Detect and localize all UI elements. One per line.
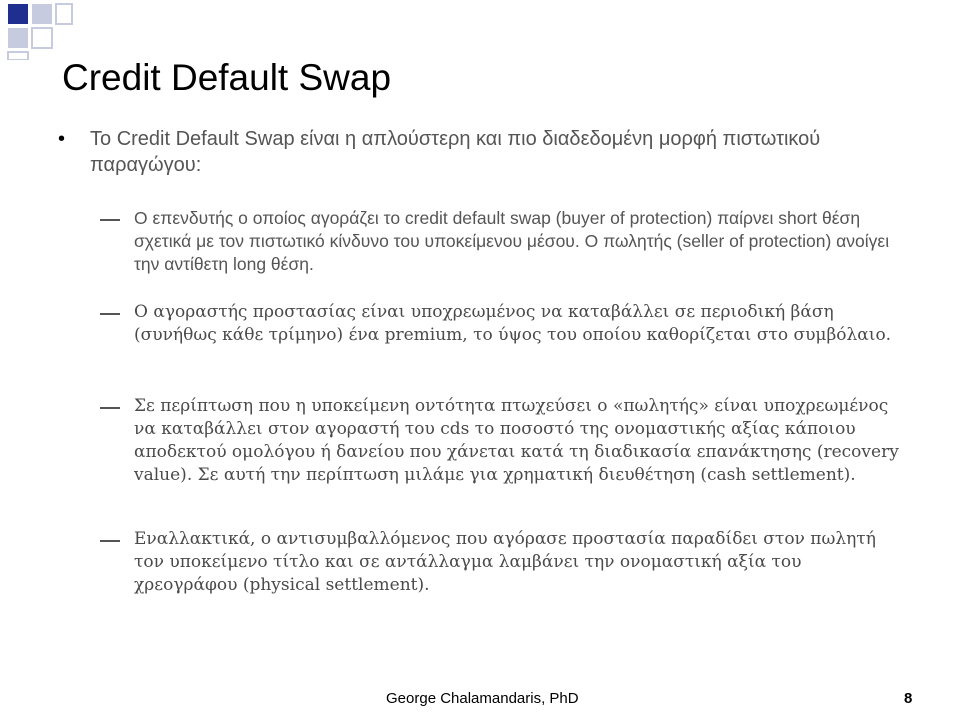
sub-bullet-text: Σε περίπτωση που η υποκείμενη οντότητα πτωχεύσει ο «πωλητής» είναι υποχρεωμένος να καταβάλλει στον αγοραστή του cds το ποσοστό της ονομαστικής αξίας κάποιου αποδεκτού ομολόγου ή δανείου που χάνεται κατά τη διαδικασία επανάκτησης (recovery value). Σε αυτή την περίπτωση μιλάμε για χρηματική διευθέτηση (cash settlement).: [134, 396, 899, 485]
main-bullet-text: Το Credit Default Swap είναι η απλούστερη και πιο διαδεδομένη μορφή πιστωτικού παραγώγου:: [90, 128, 821, 176]
bullet-dot-icon: •: [58, 128, 66, 150]
corner-decoration-icon: [0, 0, 80, 60]
sub-bullet-text: Εναλλακτικά, ο αντισυμβαλλόμενος που αγόρασε προστασία παραδίδει στον πωλητή τον υποκείμενο τίτλο και σε αντάλλαγμα λαμβάνει την ονομαστική αξία του χρεογράφου (physical settlement).: [134, 529, 876, 595]
sub-bullet-text: Ο αγοραστής προστασίας είναι υποχρεωμένος να καταβάλλει σε περιοδική βάση (συνήθως κάθε τρίμηνο) ένα premium, το ύψος του οποίου καθορίζεται στο συμβόλαιο.: [134, 302, 892, 345]
footer-author: George Chalamandaris, PhD: [386, 690, 579, 707]
sub-bullet-text: Ο επενδυτής ο οποίος αγοράζει το credit default swap (buyer of protection) παίρνει short θέση σχετικά με τον πιστωτικό κίνδυνο του υποκείμενου μέσου. Ο πωλητής (seller of protection) ανοίγει την αντίθετη long θέση.: [134, 208, 890, 274]
dash-icon: [100, 313, 120, 315]
dash-icon: [100, 540, 120, 542]
dash-icon: [100, 219, 120, 221]
page-number: 8: [904, 690, 913, 707]
dash-icon: [100, 407, 120, 409]
slide-title: Credit Default Swap: [62, 57, 392, 98]
